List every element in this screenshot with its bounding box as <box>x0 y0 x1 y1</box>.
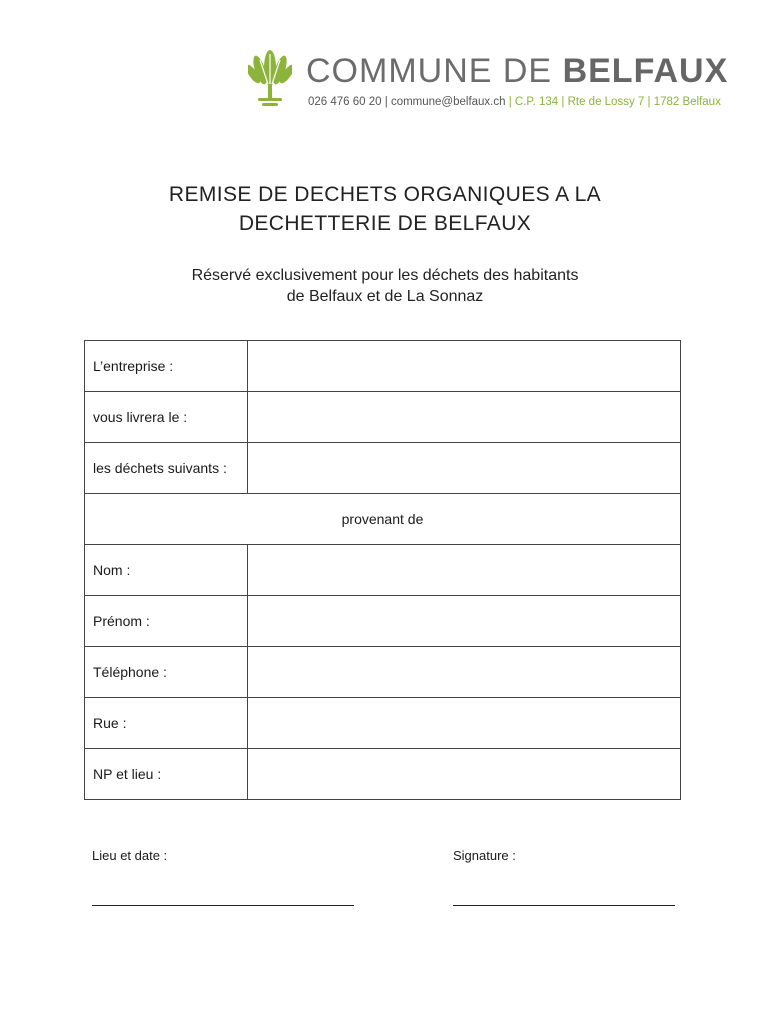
form-row-telephone <box>85 647 681 698</box>
subtitle-line-1: Réservé exclusivement pour les déchets des habitants <box>191 267 579 284</box>
tree-logo-icon <box>248 48 292 108</box>
form-row-dechets <box>85 443 681 494</box>
nom-field[interactable] <box>248 545 681 596</box>
entreprise-field[interactable] <box>248 341 681 392</box>
contact-cp: C.P. 134 <box>514 96 559 108</box>
form-row-date-livraison <box>85 392 681 443</box>
brand-bold: BELFAUX <box>562 52 729 90</box>
letterhead <box>248 48 728 112</box>
lieu-date-line[interactable] <box>92 905 354 906</box>
field-label: L’entreprise : <box>85 341 248 392</box>
field-label: vous livrera le : <box>85 392 248 443</box>
signature-line[interactable] <box>453 905 675 906</box>
form-row-nom <box>85 545 681 596</box>
form-row-rue <box>85 698 681 749</box>
field-label: Téléphone : <box>85 647 248 698</box>
contact-phone: 026 476 60 20 <box>308 96 382 108</box>
waste-type-field[interactable] <box>248 443 681 494</box>
brand-light: COMMUNE DE <box>306 52 563 90</box>
field-label: Prénom : <box>85 596 248 647</box>
field-label: les déchets suivants : <box>85 443 248 494</box>
separator: | <box>381 96 391 108</box>
telephone-field[interactable] <box>248 647 681 698</box>
np-lieu-field[interactable] <box>248 749 681 800</box>
contact-line <box>308 96 721 108</box>
separator: | <box>505 96 515 108</box>
signature-label: Signature : <box>453 848 516 863</box>
title-line-2: DECHETTERIE DE BELFAUX <box>238 212 532 235</box>
form-row-prenom <box>85 596 681 647</box>
brand-name <box>306 54 728 88</box>
prenom-field[interactable] <box>248 596 681 647</box>
form-row-entreprise <box>85 341 681 392</box>
subtitle-line-2: de Belfaux et de La Sonnaz <box>286 288 484 305</box>
lieu-date-label: Lieu et date : <box>92 848 168 863</box>
separator: | <box>558 96 568 108</box>
delivery-date-field[interactable] <box>248 392 681 443</box>
document-title <box>0 180 770 238</box>
contact-email: commune@belfaux.ch <box>390 96 506 108</box>
field-label: NP et lieu : <box>85 749 248 800</box>
field-label: Nom : <box>85 545 248 596</box>
field-label: Rue : <box>85 698 248 749</box>
contact-city: 1782 Belfaux <box>653 96 721 108</box>
provenant-de-label: provenant de <box>85 494 681 545</box>
title-line-1: REMISE DE DECHETS ORGANIQUES A LA <box>168 183 602 206</box>
contact-street: Rte de Lossy 7 <box>567 96 645 108</box>
rue-field[interactable] <box>248 698 681 749</box>
separator: | <box>644 96 654 108</box>
document-subtitle <box>0 265 770 307</box>
form-row-np-lieu <box>85 749 681 800</box>
delivery-form-table <box>84 340 681 800</box>
form-row-divider <box>85 494 681 545</box>
